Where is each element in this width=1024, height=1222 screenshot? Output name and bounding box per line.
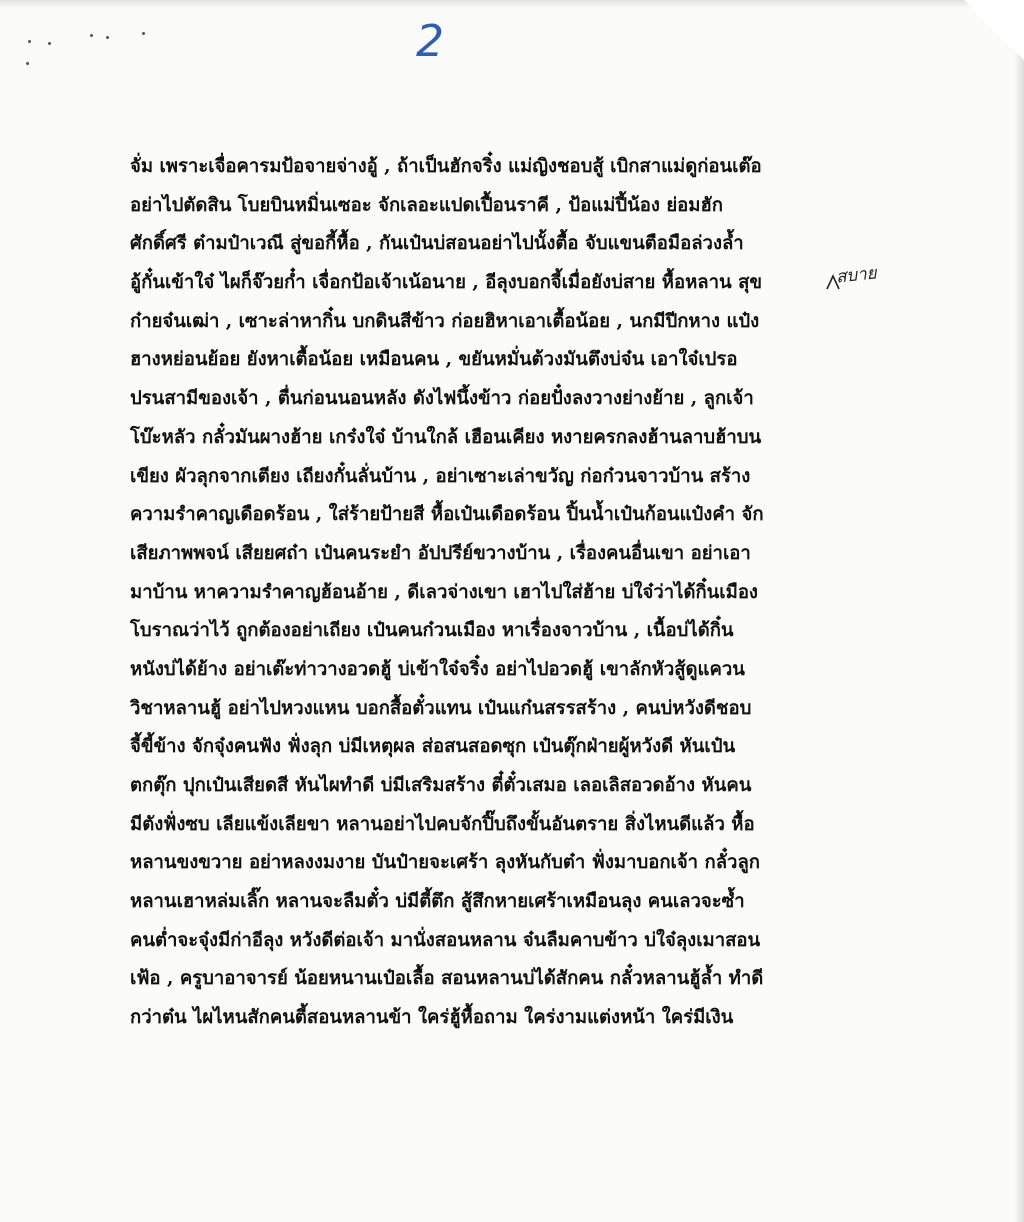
dust-specks <box>22 26 162 76</box>
text-line: มาบ้าน หาความรำคาญฮ้อนอ้าย , ดีเลวจ่างเขา เฮาไปใส่ฮ้าย บ่ใจ๋ว่าได้กิ๋นเมือง <box>130 581 758 603</box>
text-line: วิชาหลานฮู้ อย่าไปหวงแหน บอกสื้อตั๋วแทน เป๋นแก๋นสรรสร้าง , คนบ่หวังดีชอบ <box>130 697 752 719</box>
text-line: หนังบ่ได้ย้าง อย่าเต๊ะท่าวางอวดฮู้ บ่เข้าใจ๋จริ๋ง อย่าไปอวดฮู้ เขาลักหัวสู้ดูแควน <box>130 658 745 680</box>
text-line: ก๋ายจ๋นเฒ่า , เซาะล่าหากิ๋น บกดินสีข้าว ก่อยฮิหาเอาเตื้อน้อย , นกมีปีกหาง แป๋ง <box>130 310 760 332</box>
text-line: โบราณว่าไว้ ถูกต้องอย่าเถียง เป๋นคนก๋วนเมือง หาเรื่องจาวบ้าน , เนื้อบ่ได้กิ๋น <box>130 620 734 642</box>
text-line: จี้ขี้ข้าง จักจุ๋งคนฟัง ฟั่งลุก บ่มีเหตุผล ส่อสนสอดซุก เป๋นตุ๊กฝ่ายผู้หวังดี หันเป๋น <box>130 736 736 758</box>
text-line: โบ๊ะหลัว กลั๋วมันผางฮ้าย เกร๋งใจ๋ บ้านใกล้ เฮือนเคียง หงายครกลงฮ้านลาบฮ้าบน <box>130 426 762 448</box>
text-line: ตกตุ๊ก ปุกเป๋นเสียดสี หันไผทำดี บ่มีเสริมสร้าง ตี๋ตั๋วเสมอ เลอเลิสอวดอ้าง หันคน <box>130 775 752 796</box>
text-line: หลานขงขวาย อย่าหลงงมงาย บันป๋ายจะเศร้า ลุงหันกับต๋า ฟั่งมาบอกเจ้า กลั๋วลูก <box>130 852 760 874</box>
text-line: จั่ม เพราะเจื่อคารมป้อจายจ่างอู้ , ถ้าเป็นฮักจริ๋ง แม่ญิงชอบสู้ เบิกสาแม่ดูก่อนเต๊อ <box>130 156 762 177</box>
handwritten-margin-note: สบาย <box>835 263 878 288</box>
text-line: อู้กั๋นเข้าใจ๋ ไผก็จ๊วยก๋ำ เจื่อกป้อเจ้าเน้อนาย , อีลุงบอกจี้เมื่อยังบ่สาย หื้อหลาน สุข <box>130 272 763 294</box>
text-line: เขียง ผัวลุกจากเตียง เถียงกั๋นลั่นบ้าน , อย่าเซาะเล่าขวัญ ก่อก๋วนจาวบ้าน สร้าง <box>130 465 751 487</box>
handwritten-page-number: 2 <box>416 16 444 67</box>
text-line: ฮางหย่อนย้อย ยังหาเตื้อน้อย เหมือนคน , ขยันหมั่นต้วงมันตึงบ่จ๋น เอาใจ๋เปรอ <box>130 349 738 371</box>
text-line: ปรนสามีของเจ้า , ตื่นก่อนนอนหลัง ดังไฟนึ้งข้าว ก่อยปั๋งลงวางย่างย้าย , ลูกเจ้า <box>130 388 754 410</box>
text-line: อย่าไปตัดสิน โบยบินหมิ่นเซอะ จักเลอะแปดเปื้อนราคี , ป้อแม่ปี้น้อง ย่อมฮัก <box>130 194 723 216</box>
text-line: กว่าต๋น ไผไหนสักคนตี้สอนหลานข้า ใคร่ฮู้หื้อถาม ใคร่งามแต่งหน้า ใคร่มีเงิน <box>130 1007 734 1029</box>
text-line: เฟ้อ , ครูบาอาจารย์ น้อยหนานเป๋อเลื้อ สอนหลานบ่ได้สักคน กลั๋วหลานฮู้ล้ำ ทำดี <box>130 968 764 990</box>
text-line: มีตังฟั่งซบ เลียแข้งเลียขา หลานอย่าไปคบจักปิ๊บถึงขั้นอันตราย สิ่งไหนดีแล้ว หื้อ <box>130 813 755 835</box>
text-line: คนต่ำจะจุ๋งมีก่าอีลุง หวังดีต่อเจ้า มานั่งสอนหลาน จ๋นลืมคาบข้าว บ่ใจ๋ลุงเมาสอน <box>130 929 761 951</box>
top-shadow <box>0 0 1024 8</box>
text-line: เสียภาพพจน์ เสียยศถ๋า เป๋นคนระยำ อัปปรีย์ขวางบ้าน , เรื่องคนอื่นเขา อย่าเอา <box>130 542 751 564</box>
text-line: ความรำคาญเดือดร้อน , ใส่ร้ายป้ายสี หื้อเป๋นเดือดร้อน ปิ้นน้ำเป๋นก้อนแป๋งคำ จัก <box>130 504 764 526</box>
body-text <box>130 148 890 1038</box>
folded-corner <box>964 0 1024 60</box>
right-edge-shadow <box>1014 0 1024 1222</box>
text-line: หลานเฮาหล่มเลิ๊ก หลานจะลืมตั๋ว บ่มีตี้ตึก สู้สึกหายเศร้าเหมือนลุง คนเลวจะซ้ำ <box>130 891 745 913</box>
text-line: ศักดิ์ศรี ต๋ามป๋าเวณี สู่ขอกี้หื้อ , กันเป๋นบ่สอนอย่าไปนั้งตื้อ จับแขนตือมือล่วงล้ำ <box>130 233 744 255</box>
